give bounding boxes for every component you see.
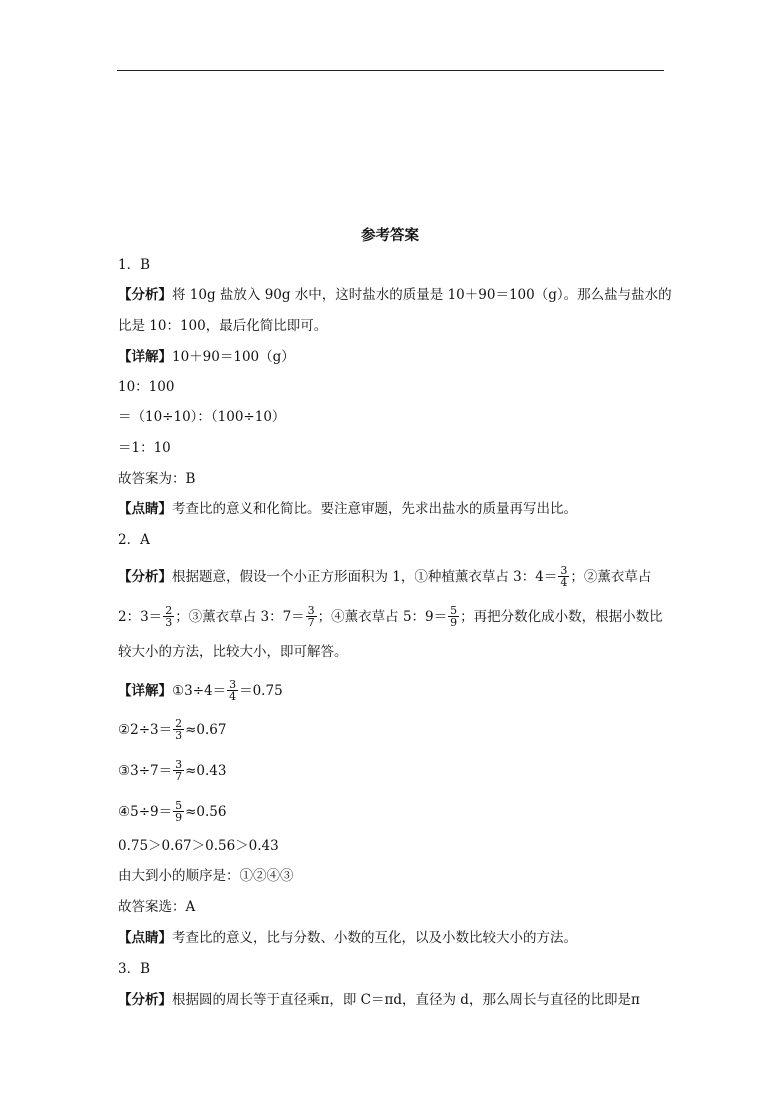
q1-analysis-text1: 将 10g 盐放入 90g 水中，这时盐水的质量是 10＋90＝100（g）。那么盐与盐水的 [172, 287, 672, 303]
header-rule [117, 70, 664, 71]
q2-number: 2．A [118, 532, 150, 548]
q2-comment-line [118, 928, 577, 948]
q2-detail-line4: ④5÷9＝ $\frac{5}{9}$ ≈0.56 [118, 799, 227, 824]
q2-analysis-tag: 【分析】 [118, 569, 172, 585]
q1-analysis-line2: 比是 10：100，最后化简比即可。 [118, 318, 328, 334]
q2-detail-line1: 【详解】①3÷4＝ $\frac{3}{4}$ ＝0.75 [118, 678, 283, 703]
q1-step-1: 10：100 [118, 379, 175, 395]
q2-comment-text: 考查比的意义，比与分数、小数的互化，以及小数比较大小的方法。 [172, 930, 577, 946]
q1-number: 1．B [118, 257, 151, 273]
q2-compare: 0.75＞0.67＞0.56＞0.43 [118, 838, 279, 854]
q2-answer: 故答案选：A [118, 899, 196, 915]
fraction-5-9: $\frac{5}{9}$ [450, 604, 458, 629]
q2-detail-tag: 【详解】 [118, 683, 172, 699]
q1-detail-tag: 【详解】 [118, 349, 172, 365]
fraction-3-7: $\frac{3}{7}$ [175, 758, 183, 783]
q3-number: 3．B [118, 961, 151, 977]
page-title: 参考答案 [361, 227, 419, 244]
q1-comment-tag: 【点睛】 [118, 501, 172, 517]
q2-comment-tag: 【点睛】 [118, 930, 172, 946]
q2-analysis-line2: 2：3＝ $\frac{2}{3}$ ；③薰衣草占 3：7＝ $\frac{3}{7}$ ；④薰衣草占 5：9＝ $\frac{5}{9}$ ；再把分数化成小数，根据小数比 [118, 604, 663, 629]
fraction-2-3: $\frac{2}{3}$ [175, 717, 183, 742]
q1-analysis-line1 [118, 285, 672, 305]
q1-comment-line [118, 499, 577, 519]
fraction-3-7: $\frac{3}{7}$ [307, 604, 315, 629]
q2-analysis-line1: 【分析】根据题意，假设一个小正方形面积为 1，①种植薰衣草占 3：4＝ $\frac{3}{4}$ ；②薰衣草占 [118, 564, 652, 589]
q1-detail-line [118, 347, 295, 367]
q1-detail-text: 10＋90＝100（g） [172, 349, 295, 365]
q1-step-3: ＝1：10 [118, 440, 171, 456]
q3-analysis-line1 [118, 990, 640, 1010]
fraction-3-4: $\frac{3}{4}$ [229, 678, 237, 703]
q2-analysis-text1: 根据题意，假设一个小正方形面积为 1，①种植薰衣草占 3：4＝ [172, 569, 558, 585]
q3-analysis-text1: 根据圆的周长等于直径乘π，即 C＝πd，直径为 d，那么周长与直径的比即是π [172, 992, 640, 1008]
fraction-5-9: $\frac{5}{9}$ [175, 799, 183, 824]
fraction-2-3: $\frac{2}{3}$ [165, 604, 173, 629]
q1-answer: 故答案为：B [118, 471, 196, 487]
q3-analysis-tag: 【分析】 [118, 992, 172, 1008]
q1-comment-text: 考查比的意义和化简比。要注意审题，先求出盐水的质量再写出比。 [172, 501, 577, 517]
fraction-3-4: $\frac{3}{4}$ [560, 564, 568, 589]
q1-step-2: ＝（10÷10）：（100÷10） [118, 409, 286, 425]
q1-analysis-tag: 【分析】 [118, 287, 172, 303]
q2-detail-line3: ③3÷7＝ $\frac{3}{7}$ ≈0.43 [118, 758, 227, 783]
q2-detail-line2: ②2÷3＝ $\frac{2}{3}$ ≈0.67 [118, 717, 227, 742]
q2-analysis-line3: 较大小的方法，比较大小，即可解答。 [118, 644, 348, 660]
q2-order: 由大到小的顺序是：①②④③ [118, 868, 294, 884]
